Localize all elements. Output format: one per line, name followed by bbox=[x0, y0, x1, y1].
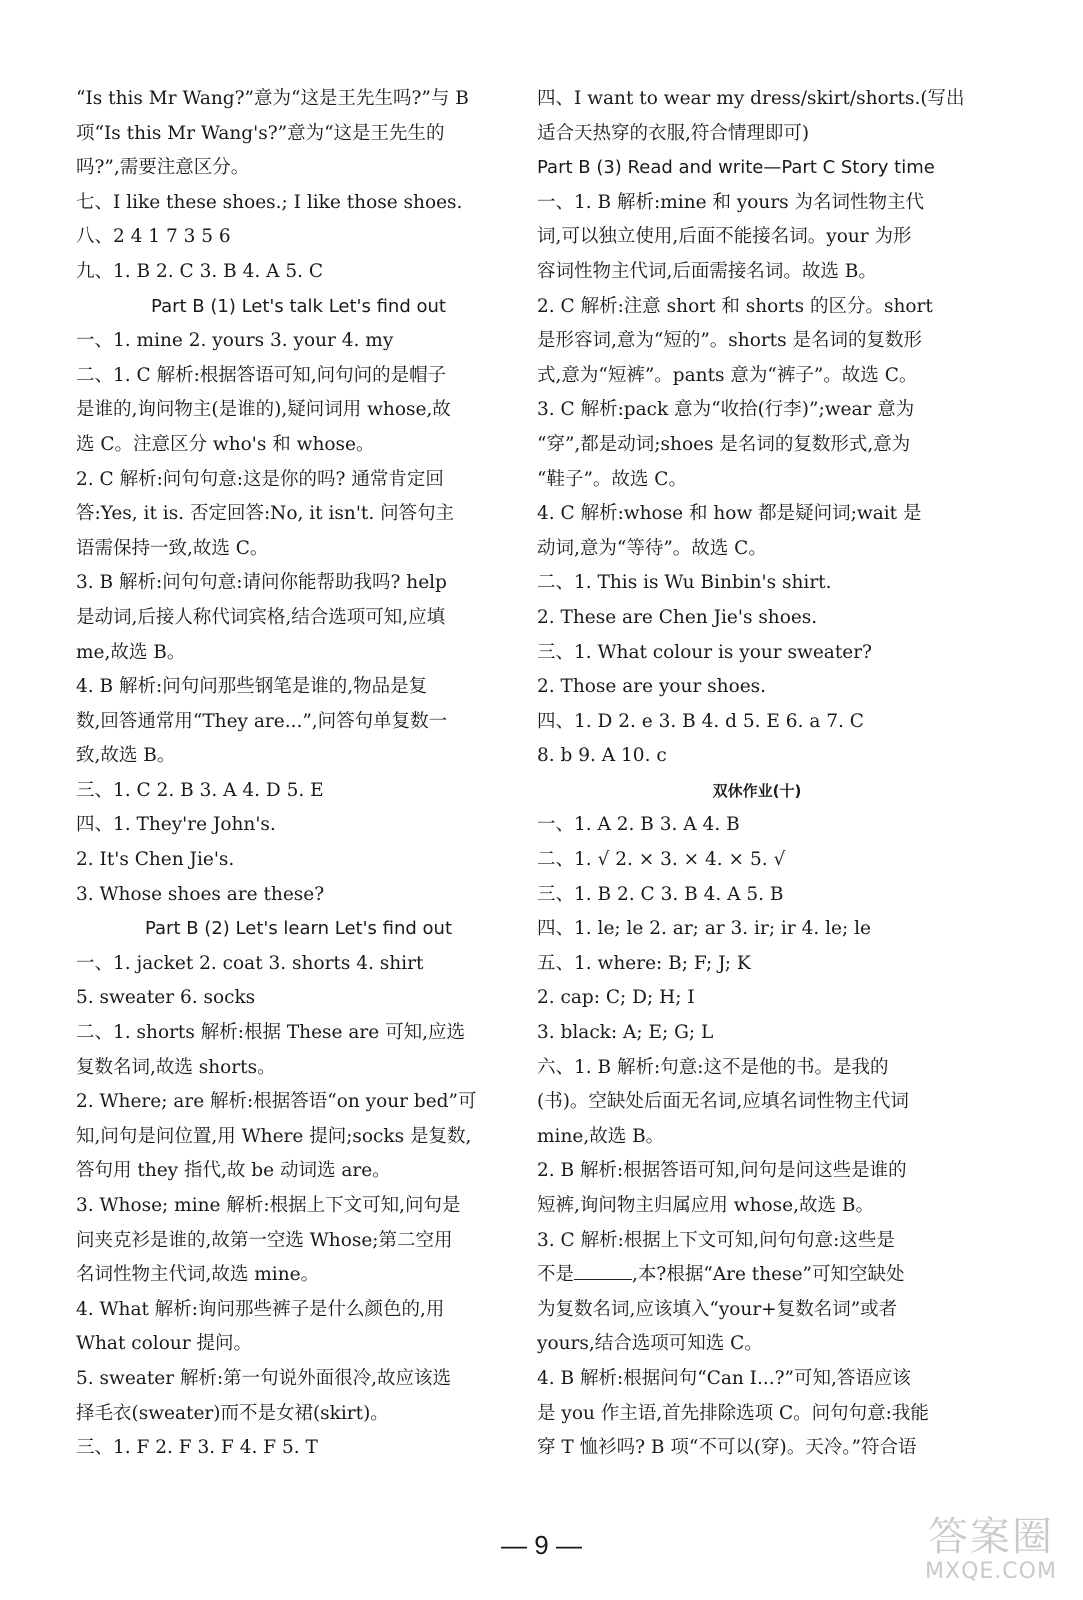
answer-line: 七、I like these shoes.; I like those shoes. bbox=[76, 191, 463, 213]
watermark-site-text: MXQE.COM bbox=[925, 1559, 1057, 1584]
answer-line: 3. black: A; E; G; L bbox=[537, 1022, 714, 1044]
answer-line: 六、1. B 解析:句意:这不是他的书。是我的 bbox=[537, 1056, 889, 1078]
answer-line: 3. C 解析:根据上下文可知,问句句意:这些是 bbox=[537, 1229, 895, 1251]
answer-line: 2. It's Chen Jie's. bbox=[76, 849, 235, 871]
answer-line: 项“Is this Mr Wang's?”意为“这是王先生的 bbox=[76, 122, 445, 144]
answer-line: 名词性物主代词,故选 mine。 bbox=[76, 1264, 320, 1286]
section-heading: Part B (2) Let's learn Let's find out bbox=[144, 918, 453, 940]
answer-line: 三、1. C 2. B 3. A 4. D 5. E bbox=[76, 779, 324, 801]
answer-line bbox=[537, 1258, 977, 1293]
answer-line: 4. B 解析:根据问句“Can I...?”可知,答语应该 bbox=[537, 1367, 911, 1389]
answer-line: 三、1. F 2. F 3. F 4. F 5. T bbox=[76, 1437, 318, 1459]
answer-line: 2. These are Chen Jie's shoes. bbox=[537, 606, 818, 628]
answer-line: “鞋子”。故选 C。 bbox=[537, 468, 687, 490]
answer-line: “Is this Mr Wang?”意为“这是王先生吗?”与 B bbox=[76, 88, 469, 109]
answer-line: 二、1. shorts 解析:根据 These are 可知,应选 bbox=[76, 1022, 465, 1044]
answer-line: 八、2 4 1 7 3 5 6 bbox=[76, 226, 231, 248]
answer-line: 四、1. They're John's. bbox=[76, 814, 276, 836]
answer-line: “穿”,都是动词;shoes 是名词的复数形式,意为 bbox=[537, 433, 911, 455]
answer-line: 一、1. B 解析:mine 和 yours 为名词性物主代 bbox=[537, 191, 925, 213]
answer-line: 3. Whose; mine 解析:根据上下文可知,问句是 bbox=[76, 1195, 461, 1216]
right-column bbox=[537, 82, 977, 1466]
answer-line: 4. B 解析:问句问那些钢笔是谁的,物品是复 bbox=[76, 676, 428, 698]
answer-line: me,故选 B。 bbox=[76, 641, 186, 663]
answer-line: 是 you 作主语,首先排除选项 C。问句句意:我能 bbox=[537, 1402, 929, 1424]
answer-line: 数,回答通常用“They are...”,问答句单复数一 bbox=[76, 710, 448, 732]
answer-line: 一、1. jacket 2. coat 3. shorts 4. shirt bbox=[76, 952, 424, 974]
answer-line: 答:Yes, it is. 否定回答:No, it isn't. 问答句主 bbox=[76, 503, 455, 525]
answer-line: 3. B 解析:问句句意:请问你能帮助我吗? help bbox=[76, 572, 447, 594]
answer-line: 三、1. B 2. C 3. B 4. A 5. B bbox=[537, 883, 784, 905]
page-number: — 9 — bbox=[501, 1530, 582, 1560]
answer-line: 2. C 解析:注意 short 和 shorts 的区分。short bbox=[537, 295, 933, 317]
answer-line: 九、1. B 2. C 3. B 4. A 5. C bbox=[76, 260, 324, 282]
answer-line: What colour 提问。 bbox=[76, 1333, 252, 1355]
answer-line: 吗?”,需要注意区分。 bbox=[76, 157, 250, 179]
answer-line: 一、1. A 2. B 3. A 4. B bbox=[537, 814, 740, 836]
answer-line: 短裤,询问物主归属应用 whose,故选 B。 bbox=[537, 1195, 874, 1216]
answer-line: 动词,意为“等待”。故选 C。 bbox=[537, 537, 767, 559]
answer-line: 3. Whose shoes are these? bbox=[76, 883, 325, 905]
answer-line: 四、1. D 2. e 3. B 4. d 5. E 6. a 7. C bbox=[537, 710, 864, 732]
answer-line: 语需保持一致,故选 C。 bbox=[76, 537, 269, 559]
answer-line: 2. C 解析:问句句意:这是你的吗? 通常肯定回 bbox=[76, 468, 444, 490]
answer-line: 4. C 解析:whose 和 how 都是疑问词;wait 是 bbox=[537, 503, 922, 525]
answer-line: 为复数名词,应该填入“your+复数名词”或者 bbox=[537, 1298, 898, 1320]
answer-line: 一、1. mine 2. yours 3. your 4. my bbox=[76, 330, 394, 352]
answer-line: 8. b 9. A 10. c bbox=[537, 745, 667, 767]
answer-text: ,本?根据“Are these”可知空缺处 bbox=[632, 1264, 905, 1286]
answer-line: 2. Where; are 解析:根据答语“on your bed”可 bbox=[76, 1091, 477, 1113]
answer-line: 四、1. le; le 2. ar; ar 3. ir; ir 4. le; le bbox=[537, 918, 871, 940]
answer-line: (书)。空缺处后面无名词,应填名词性物主代词 bbox=[537, 1091, 909, 1113]
answer-line: 选 C。注意区分 who's 和 whose。 bbox=[76, 433, 375, 455]
answer-line: 择毛衣(sweater)而不是女裙(skirt)。 bbox=[76, 1402, 389, 1424]
answer-line: 适合天热穿的衣服,符合情理即可) bbox=[537, 122, 810, 144]
answer-text: 不是 bbox=[537, 1264, 575, 1286]
fill-blank bbox=[574, 1261, 632, 1280]
answer-line: 2. Those are your shoes. bbox=[537, 676, 767, 698]
answer-line: 是谁的,询问物主(是谁的),疑问词用 whose,故 bbox=[76, 399, 451, 421]
section-heading: Part B (1) Let's talk Let's find out bbox=[151, 295, 446, 317]
watermark-logo-text: 答案圈 bbox=[928, 1514, 1054, 1560]
answer-line: 二、1. √ 2. × 3. × 4. × 5. √ bbox=[537, 849, 786, 871]
answer-line: 二、1. C 解析:根据答语可知,问句问的是帽子 bbox=[76, 364, 447, 386]
answer-line: 复数名词,故选 shorts。 bbox=[76, 1056, 276, 1078]
answer-line: 致,故选 B。 bbox=[76, 745, 176, 767]
answer-line: 四、I want to wear my dress/skirt/shorts.(写出 bbox=[537, 88, 965, 109]
answer-line: 词,可以独立使用,后面不能接名词。your 为形 bbox=[537, 226, 912, 248]
answer-line: 穿 T 恤衫吗? B 项“不可以(穿)。天冷。”符合语 bbox=[537, 1437, 917, 1459]
answer-line: 是动词,后接人称代词宾格,结合选项可知,应填 bbox=[76, 606, 446, 628]
answer-line: 是形容词,意为“短的”。shorts 是名词的复数形 bbox=[537, 330, 922, 352]
section-heading: Part B (3) Read and write—Part C Story time bbox=[537, 157, 935, 179]
answer-line: yours,结合选项可知选 C。 bbox=[537, 1333, 763, 1355]
answer-line: 2. cap: C; D; H; I bbox=[537, 987, 695, 1009]
answer-line: 4. What 解析:询问那些裤子是什么颜色的,用 bbox=[76, 1298, 445, 1320]
answer-line: 答句用 they 指代,故 be 动词选 are。 bbox=[76, 1160, 391, 1182]
left-column bbox=[76, 82, 521, 1466]
answer-line: 2. B 解析:根据答语可知,问句是问这些是谁的 bbox=[537, 1160, 907, 1182]
answer-line: 二、1. This is Wu Binbin's shirt. bbox=[537, 572, 832, 594]
answer-line: 3. C 解析:pack 意为“收拾(行李)”;wear 意为 bbox=[537, 399, 915, 421]
answer-line: 容词性物主代词,后面需接名词。故选 B。 bbox=[537, 260, 877, 282]
answer-line: 五、1. where: B; F; J; K bbox=[537, 952, 751, 974]
answer-line: 式,意为“短裤”。pants 意为“裤子”。故选 C。 bbox=[537, 364, 918, 386]
answer-line: 5. sweater 解析:第一句说外面很冷,故应该选 bbox=[76, 1367, 452, 1389]
answer-line: 问夹克衫是谁的,故第一空选 Whose;第二空用 bbox=[76, 1229, 453, 1251]
section-title: 双休作业(十) bbox=[712, 781, 802, 800]
answer-line: 三、1. What colour is your sweater? bbox=[537, 641, 872, 663]
answer-line: 5. sweater 6. socks bbox=[76, 987, 256, 1009]
answer-line: 知,问句是问位置,用 Where 提问;socks 是复数, bbox=[76, 1125, 472, 1147]
answer-line: mine,故选 B。 bbox=[537, 1125, 665, 1147]
watermark-logo bbox=[921, 1515, 1061, 1590]
